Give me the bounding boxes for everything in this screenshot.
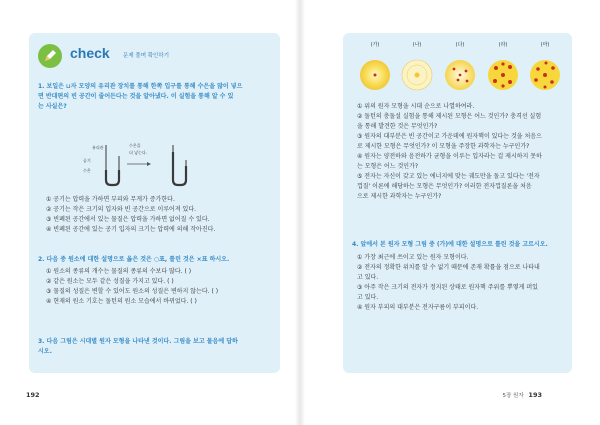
atom-label-ga: (가) <box>370 42 380 48</box>
right-page-number: 193 <box>528 391 542 399</box>
question-3-item: ④ 원자는 양전하와 음전하가 균형을 이루는 입자라는 걸 제시하지 못하 <box>357 153 542 160</box>
diagram-label-add-mercury-2: 더 넣는다. <box>129 150 147 155</box>
question-2-option[interactable]: ② 같은 원소는 모두 같은 성질을 가지고 있다. ( ) <box>46 278 174 285</box>
diagram-label-glass-tube: 유리관 <box>92 145 104 150</box>
question-1-option[interactable]: ③ 빈폐된 공간에서 있는 물질은 압력을 가하면 없어질 수 있다. <box>46 216 210 223</box>
question-3-item: ② 돌턴의 충돌설 실험을 통해 제시된 모형은 어느 것인가? 충격선 실험 <box>357 113 542 120</box>
question-3-item-continued: 으로 제시한 과학자는 누구인가? <box>357 193 442 200</box>
left-page-number: 192 <box>26 391 40 399</box>
question-1-option[interactable]: ④ 빈폐된 공간에 있는 공기 입자의 크기는 압력에 의해 작아진다. <box>46 226 216 233</box>
atom-model-ra <box>488 60 518 90</box>
question-2-option[interactable]: ④ 현재의 원소 기호는 돌턴의 원소 모습에서 바뀌었다. ( ) <box>46 298 197 305</box>
diagram-label-mercury: 수은 <box>83 168 91 173</box>
question-3-item: ③ 원자의 대부분은 빈 공간이고 가운데에 원자핵이 있다는 것을 처음으 <box>357 133 542 140</box>
question-2-option[interactable]: ③ 물질의 성질은 변할 수 있어도 원소의 성질은 변하지 않는다. ( ) <box>46 288 219 295</box>
question-3-item-continued: 로 제시한 모형은 무엇인가? 이 모형을 주장한 과학자는 누구인가? <box>357 143 530 150</box>
question-4-option-continued: 고 있다. <box>357 274 379 281</box>
question-3-items <box>357 102 542 202</box>
question-3-item-continued: 을 통해 발견한 것은 무엇인가? <box>357 123 438 130</box>
question-1-stem-line: 1. 보일은 ⊔자 모양의 유리관 장치를 통해 한쪽 입구를 통해 수은을 많이 넣으 <box>38 83 243 90</box>
atom-model-da <box>445 60 475 90</box>
question-2-options <box>46 267 218 307</box>
pencil-icon <box>37 43 63 69</box>
question-1-option[interactable]: ② 공기는 작은 크기의 입자와 빈 공간으로 이루어져 있다. <box>46 206 197 213</box>
question-1-options <box>46 195 215 235</box>
atom-label-ra: (라) <box>498 42 508 48</box>
question-3-item: ① 위의 원자 모형을 시대 순으로 나열하여라. <box>357 103 475 110</box>
atom-model-na <box>402 60 432 90</box>
atom-label-na: (나) <box>412 42 422 48</box>
question-4-stem: 4. 앞에서 본 원자 모형 그림 중 (가)에 대한 설명으로 틀린 것을 고르시오. <box>352 241 548 248</box>
atom-models-illustration <box>350 55 570 95</box>
question-1-stem-line: 면 반대편의 빈 공간이 줄어든다는 것을 알아냈다. 이 실험을 통해 알 수 있 <box>38 93 234 100</box>
atom-label-ma: (마) <box>540 42 550 48</box>
question-4-option[interactable]: ④ 원자 부피의 대부분은 전자구름이 부피이다. <box>357 304 479 311</box>
question-3-item-continued: 는 모형은 어느 것인가? <box>357 163 419 170</box>
question-2-option[interactable]: ① 원소의 종류의 개수는 물질의 종류의 수보다 많다. ( ) <box>46 268 192 275</box>
question-3-stem-line: 3. 다음 그림은 시대별 원자 모형을 나타낸 것이다. 그림을 보고 물음에 답하 <box>38 338 238 345</box>
question-2-stem: 2. 다음 중 원소에 대한 설명으로 옳은 것은 ○표, 틀린 것은 ×표 하시오. <box>38 256 230 263</box>
atom-model-ga <box>360 60 390 90</box>
chapter-label <box>502 391 542 399</box>
atom-label-da: (다) <box>455 42 465 48</box>
question-4-option[interactable]: ② 전자의 정확한 위치를 알 수 없기 때문에 존재 확률을 점으로 나타내 <box>357 264 540 271</box>
question-4-options <box>357 253 540 313</box>
question-3-item: ⑤ 전자는 자신이 갖고 있는 에너지에 맞는 궤도만을 돌고 있다는 '전자 <box>357 173 540 180</box>
chapter-title: 5장 원자 <box>502 393 524 399</box>
diagram-label-add-mercury: 수은을 <box>129 143 141 148</box>
question-3-stem-line: 시오. <box>38 348 52 355</box>
atom-model-ma <box>530 60 560 90</box>
section-title: check <box>70 45 110 61</box>
question-4-option[interactable]: ③ 아주 작은 크기의 전자가 정지된 상태로 원자핵 주위를 뿌옇게 퍼있 <box>357 284 538 291</box>
question-4-option-continued: 고 있다. <box>357 294 379 301</box>
question-1-option[interactable]: ① 공기는 압력을 가하면 부피와 무게가 증가한다. <box>46 196 175 203</box>
section-subtitle: 문제 풀며 확인하기 <box>123 53 170 59</box>
question-3-item-continued: 껍질' 이론에 해당하는 모형은 무엇인가? 이러한 전자껍질론을 처음 <box>357 183 532 190</box>
book-spine <box>295 0 305 425</box>
question-4-option[interactable]: ① 가장 최근에 쓰이고 있는 원자 모형이다. <box>357 254 469 261</box>
diagram-label-air: 공기 <box>83 158 91 163</box>
question-3-stem <box>38 337 238 357</box>
question-1-stem <box>38 82 242 112</box>
question-1-stem-line: 는 사실은? <box>38 103 67 110</box>
